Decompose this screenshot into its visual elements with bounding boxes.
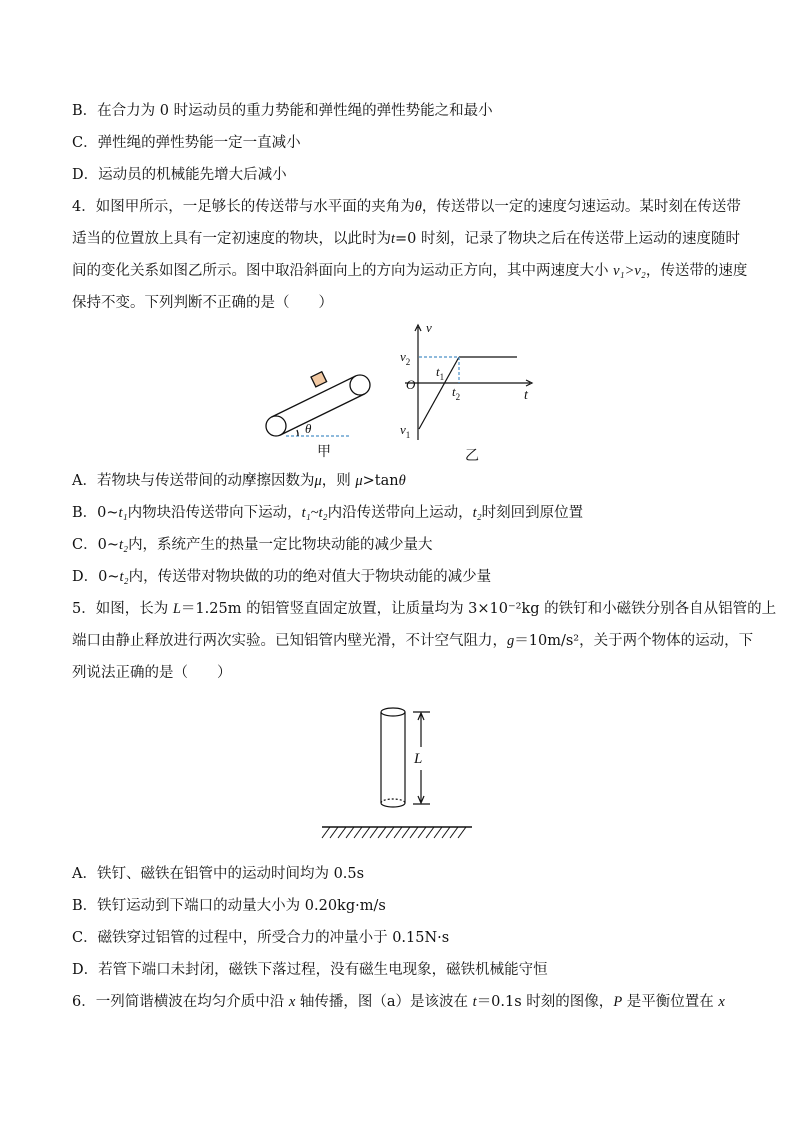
q3-option-d: D．运动员的机械能先增大后减小 bbox=[72, 167, 287, 183]
q5-stem-line-2: 端口由静止释放进行两次实验。已知铝管内壁光滑，不计空气阻力，g＝10m/s²，关于两个物体的运动，下 bbox=[72, 633, 754, 649]
t2-label: $t_2$ bbox=[452, 384, 461, 402]
q4-stem-line-4: 保持不变。下列判断不正确的是（ ） bbox=[72, 295, 333, 311]
ground-hatching bbox=[322, 827, 466, 838]
q4-option-d: D．0~t₂内，传送带对物块做的功的绝对值大于物块动能的减少量 bbox=[72, 569, 492, 585]
q5-option-c: C．磁铁穿过铝管的过程中，所受合力的冲量小于 0.15N·s bbox=[72, 930, 450, 946]
q3-option-c: C．弹性绳的弹性势能一定一直减小 bbox=[72, 135, 301, 151]
q4-stem-line-2: 适当的位置放上具有一定初速度的物块，以此时为t=0 时刻，记录了物块之后在传送带上运动的速度随时 bbox=[72, 231, 741, 247]
q4-option-c: C．0~t₂内，系统产生的热量一定比物块动能的减少量大 bbox=[72, 537, 433, 553]
q4-stem-line-3: 间的变化关系如图乙所示。图中取沿斜面向上的方向为运动正方向，其中两速度大小 v₁>v₂，传送带的速度 bbox=[72, 263, 748, 279]
block bbox=[311, 372, 327, 387]
q4-option-b: B．0~t₁内物块沿传送带向下运动，t₁~t₂内沿传送带向上运动，t₂时刻回到原位置 bbox=[72, 505, 584, 521]
aluminum-tube-figure bbox=[0, 690, 794, 850]
conveyor-belt-diagram bbox=[266, 372, 370, 436]
yi-label: 乙 bbox=[465, 449, 479, 464]
axis-v-label: v bbox=[426, 320, 432, 335]
q6-stem-line-1: 6．一列简谐横波在均匀介质中沿 x 轴传播，图（a）是该波在 t＝0.1s 时刻的图像，P 是平衡位置在 x bbox=[72, 994, 725, 1010]
q4-option-a: A．若物块与传送带间的动摩擦因数为μ，则 μ>tanθ bbox=[72, 473, 406, 489]
q3-option-b: B．在合力为 0 时运动员的重力势能和弹性绳的弹性势能之和最小 bbox=[72, 103, 493, 119]
q5-option-b: B．铁钉运动到下端口的动量大小为 0.20kg·m/s bbox=[72, 898, 386, 914]
q4-figure bbox=[0, 0, 794, 470]
q5-stem-line-3: 列说法正确的是（ ） bbox=[72, 665, 232, 681]
length-label: L bbox=[414, 751, 423, 767]
q5-stem-line-1: 5．如图，长为 L＝1.25m 的铝管竖直固定放置，让质量均为 3×10⁻²kg 的铁钉和小磁铁分别各自从铝管的上 bbox=[72, 601, 777, 617]
axis-t-label: t bbox=[524, 388, 528, 403]
v1-label: $v_1$ bbox=[400, 422, 411, 440]
q5-option-a: A．铁钉、磁铁在铝管中的运动时间均为 0.5s bbox=[72, 866, 365, 882]
vt-graph bbox=[405, 325, 532, 440]
origin-label: O bbox=[406, 377, 416, 392]
v2-label: $v_2$ bbox=[400, 349, 411, 367]
q5-option-d: D．若管下端口未封闭，磁铁下落过程，没有磁生电现象，磁铁机械能守恒 bbox=[72, 962, 548, 978]
jia-label: 甲 bbox=[317, 445, 331, 460]
q4-stem-line-1: 4．如图甲所示，一足够长的传送带与水平面的夹角为θ，传送带以一定的速度匀速运动。某时刻在传送带 bbox=[72, 199, 741, 215]
theta-label: θ bbox=[305, 421, 312, 436]
t1-label: $t_1$ bbox=[436, 364, 445, 382]
